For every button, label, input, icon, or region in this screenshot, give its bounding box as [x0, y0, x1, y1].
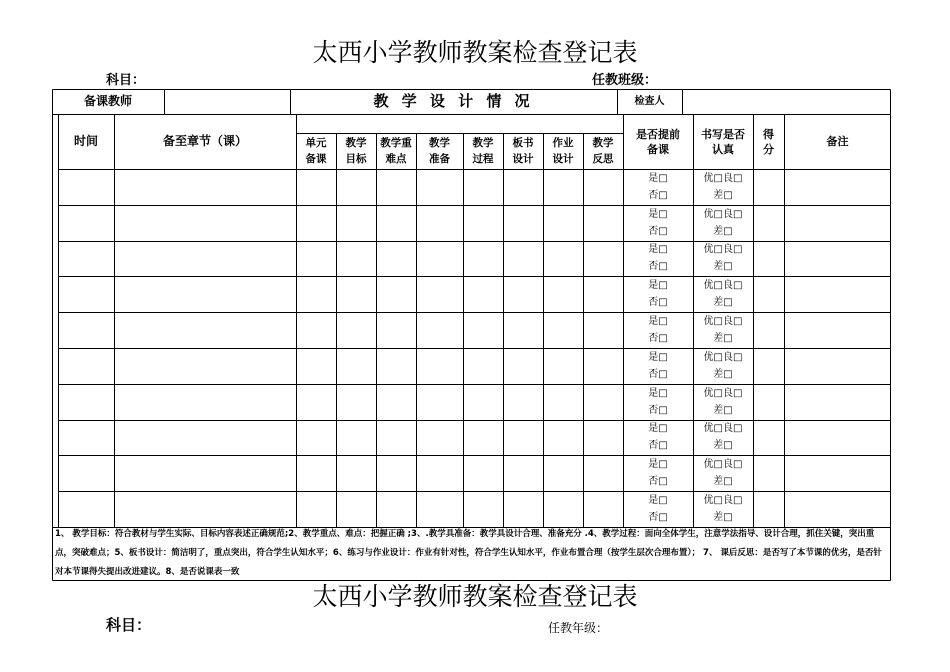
advance-prep-checkbox[interactable]: 是□ 否□ [648, 316, 668, 345]
grade-label: 任教年级： [548, 621, 609, 635]
page-title: 太西小学教师教案检查登记表 [312, 38, 638, 67]
writing-quality-checkbox[interactable]: 优□良□ 差□ [703, 208, 743, 237]
subject-label-2: 科目： [106, 616, 152, 634]
score-header: 得 分 [763, 127, 774, 156]
design-col-header: 教学 目标 [345, 137, 367, 165]
teacher-label: 备课教师 [83, 94, 132, 108]
advance-prep-checkbox[interactable]: 是□ 否□ [648, 351, 668, 380]
class-label: 任教班级： [592, 73, 658, 88]
design-col-header: 教学 过程 [472, 137, 494, 165]
inspector-name-field[interactable] [682, 89, 891, 114]
advance-prep-checkbox[interactable]: 是□ 否□ [648, 280, 668, 309]
design-col-header: 教学 反思 [592, 137, 614, 165]
advance-prep-checkbox[interactable]: 是□ 否□ [648, 495, 668, 524]
writing-quality-checkbox[interactable]: 优□良□ 差□ [703, 280, 743, 309]
advance-prep-checkbox[interactable]: 是□ 否□ [648, 387, 668, 416]
design-col-header: 作业 设计 [552, 137, 574, 165]
chapter-header: 备至章节（课） [162, 134, 247, 148]
writing-quality-header: 书写是否 认真 [701, 127, 745, 156]
advance-prep-checkbox[interactable]: 是□ 否□ [648, 172, 668, 201]
advance-prep-checkbox[interactable]: 是□ 否□ [648, 208, 668, 237]
teacher-name-field[interactable] [164, 89, 290, 114]
inspector-label: 检查人 [634, 96, 665, 107]
writing-quality-checkbox[interactable]: 优□良□ 差□ [703, 172, 743, 201]
advance-prep-checkbox[interactable]: 是□ 否□ [648, 459, 668, 488]
writing-quality-checkbox[interactable]: 优□良□ 差□ [703, 387, 743, 416]
advance-prep-header: 是否提前 备课 [636, 127, 680, 156]
design-section-label: 教 学 设 计 情 况 [373, 92, 534, 110]
design-col-header: 教学 准备 [429, 137, 450, 165]
remark-header: 备注 [826, 135, 849, 148]
writing-quality-checkbox[interactable]: 优□良□ 差□ [703, 351, 743, 380]
time-header: 时间 [73, 134, 98, 148]
writing-quality-checkbox[interactable]: 优□良□ 差□ [703, 495, 743, 524]
writing-quality-checkbox[interactable]: 优□良□ 差□ [703, 423, 743, 452]
design-col-header: 单元 备课 [305, 137, 327, 165]
writing-quality-checkbox[interactable]: 优□良□ 差□ [703, 244, 743, 273]
writing-quality-checkbox[interactable]: 优□良□ 差□ [703, 316, 743, 345]
advance-prep-checkbox[interactable]: 是□ 否□ [648, 244, 668, 273]
subject-label: 科目： [106, 73, 146, 88]
advance-prep-checkbox[interactable]: 是□ 否□ [648, 423, 668, 452]
writing-quality-checkbox[interactable]: 优□良□ 差□ [703, 459, 743, 488]
design-col-header: 板书 设计 [512, 137, 534, 165]
lesson-plan-check-table [52, 89, 891, 581]
page-title-2: 太西小学教师教案检查登记表 [312, 582, 638, 611]
design-col-header: 教学重 难点 [380, 137, 412, 165]
scoring-criteria-notes: 1、 教学目标：符合教材与学生实际、目标内容表述正确规范;2、教学重点、难点：把握正确 ;3、.教学具准备：教学具设计合理、准备充分 .4、教学过程：面向全体学生，注意学法指导、设计合理，抓住关键，突出重点，突破难点；5、板书设计：简洁明了，重点突出，符合学生认知水平；6、练习与作业设计：作业有针对性，符合学生认知水平，作业布置合理（按学生层次合理布置）； 7、 课后反思：是否写了本节课的优劣，是否针对本节课得失提出改进建议。8、是否说课表一致 [55, 529, 882, 577]
